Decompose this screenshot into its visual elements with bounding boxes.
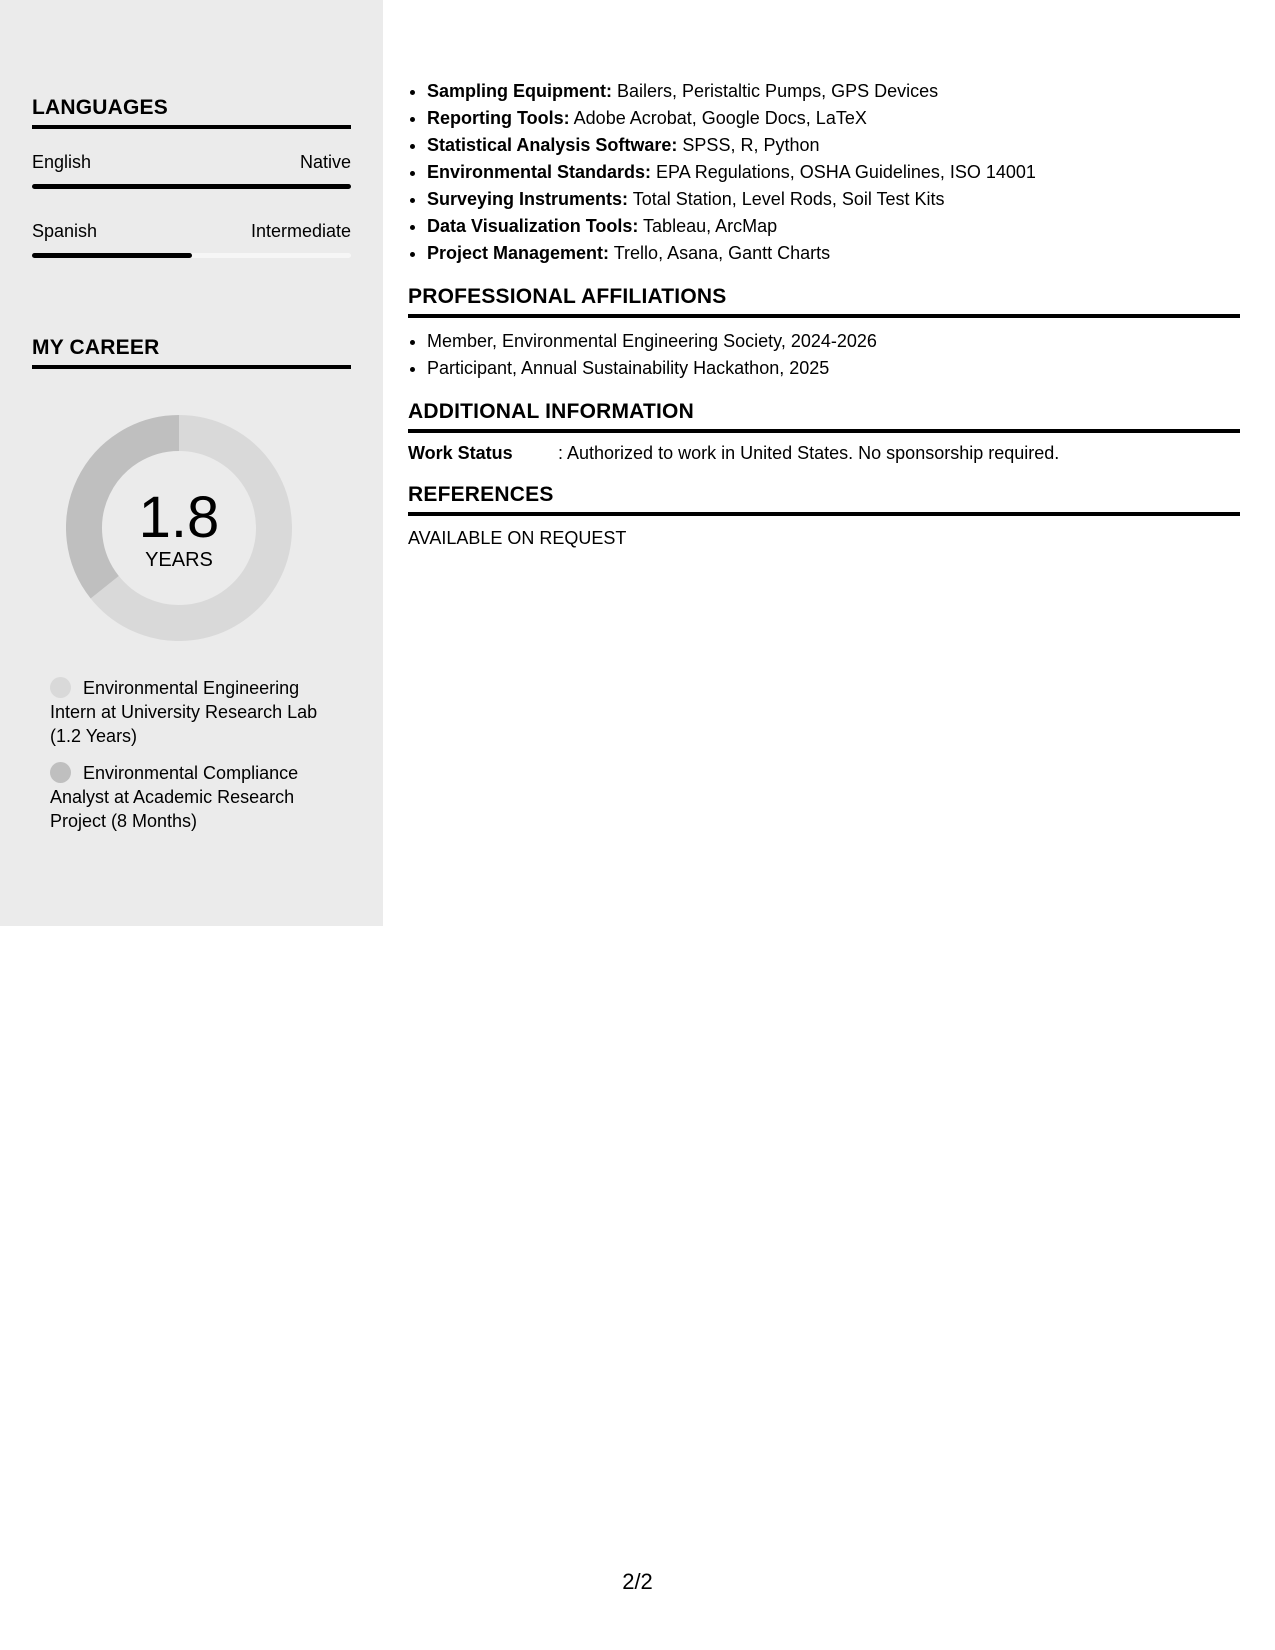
career-legend xyxy=(50,676,340,846)
work-status-row xyxy=(408,441,1240,465)
skill-value: SPSS, R, Python xyxy=(677,135,820,155)
skill-item xyxy=(427,78,1240,105)
legend-item xyxy=(50,676,340,748)
career-donut-chart xyxy=(66,415,292,641)
language-level: Native xyxy=(299,152,351,172)
career-title: MY CAREER xyxy=(32,336,160,359)
skill-value: Tableau, ArcMap xyxy=(638,216,778,236)
references-text: AVAILABLE ON REQUEST xyxy=(408,528,627,548)
language-bar xyxy=(32,184,351,189)
language-name: Spanish xyxy=(32,221,98,241)
skill-item xyxy=(427,159,1240,186)
affiliation-item: • Member, Environmental Engineering Society, 2024-2026 xyxy=(427,328,1240,355)
legend-dot xyxy=(50,762,71,783)
career-total-years: 1.8 xyxy=(138,485,220,550)
legend-label: Environmental Compliance Analyst at Academic Research Project (8 Months) xyxy=(50,763,299,831)
skill-label: Surveying Instruments: xyxy=(427,189,629,209)
additional-info-divider xyxy=(408,429,1240,433)
skill-label: Sampling Equipment: xyxy=(427,81,613,101)
language-bar-fill xyxy=(32,184,351,189)
affiliations-title: PROFESSIONAL AFFILIATIONS xyxy=(408,285,727,308)
career-divider xyxy=(32,365,351,369)
work-status-value: : Authorized to work in United States. No sponsorship required. xyxy=(558,443,1060,463)
language-item-spanish xyxy=(32,220,351,258)
career-section xyxy=(32,336,351,369)
work-status-label: Work Status xyxy=(408,443,513,463)
references-title: REFERENCES xyxy=(408,483,554,506)
sidebar xyxy=(0,0,383,926)
language-level: Intermediate xyxy=(250,221,351,241)
skill-label: Data Visualization Tools: xyxy=(427,216,639,236)
skills-list xyxy=(408,78,1240,267)
skill-value: Total Station, Level Rods, Soil Test Kits xyxy=(628,189,945,209)
skill-item xyxy=(427,240,1240,267)
main-content xyxy=(408,78,1240,550)
language-bar xyxy=(32,253,351,258)
languages-divider xyxy=(32,125,351,129)
career-total-unit: YEARS xyxy=(145,549,213,571)
legend-label: Environmental Engineering Intern at University Research Lab (1.2 Years) xyxy=(50,678,318,746)
language-bar-fill xyxy=(32,253,192,258)
legend-item xyxy=(50,761,340,833)
skill-item xyxy=(427,105,1240,132)
affiliation-item: • Participant, Annual Sustainability Hackathon, 2025 xyxy=(427,355,1240,382)
languages-section xyxy=(32,96,351,258)
donut-center xyxy=(66,415,292,641)
skill-value: Adobe Acrobat, Google Docs, LaTeX xyxy=(569,108,867,128)
affiliations-list xyxy=(408,328,1240,382)
references-divider xyxy=(408,512,1240,516)
skill-value: Bailers, Peristaltic Pumps, GPS Devices xyxy=(612,81,939,101)
skill-label: Environmental Standards: xyxy=(427,162,652,182)
affiliations-divider xyxy=(408,314,1240,318)
legend-dot xyxy=(50,677,71,698)
skill-label: Statistical Analysis Software: xyxy=(427,135,678,155)
skill-item xyxy=(427,213,1240,240)
skill-label: Project Management: xyxy=(427,243,610,263)
language-item-english xyxy=(32,151,351,189)
skill-value: EPA Regulations, OSHA Guidelines, ISO 14001 xyxy=(651,162,1036,182)
language-name: English xyxy=(32,152,92,172)
additional-info-title: ADDITIONAL INFORMATION xyxy=(408,400,694,423)
skill-value: Trello, Asana, Gantt Charts xyxy=(609,243,831,263)
skill-label: Reporting Tools: xyxy=(427,108,570,128)
skill-item xyxy=(427,132,1240,159)
page-number: 2/2 xyxy=(622,1569,653,1594)
languages-title: LANGUAGES xyxy=(32,96,168,119)
skill-item xyxy=(427,186,1240,213)
